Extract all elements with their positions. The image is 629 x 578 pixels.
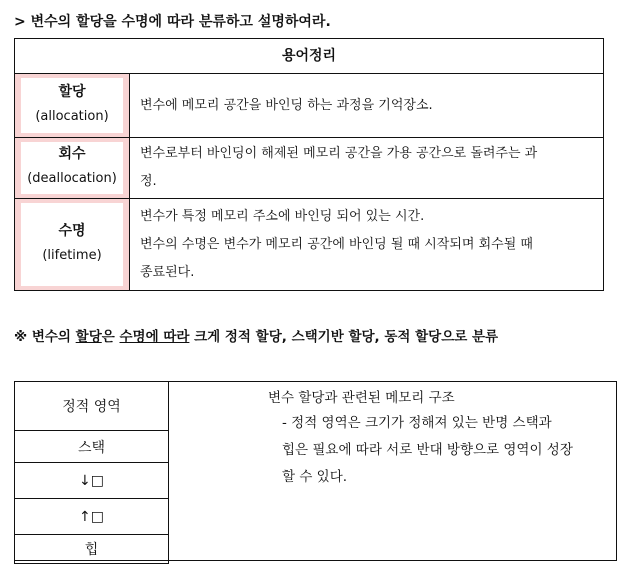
glossary-row-deallocation [15,137,603,198]
term-korean: 할당 [58,83,86,100]
memory-description-line: 힙은 필요에 따라 서로 반대 방향으로 영역이 성장 [282,442,573,458]
memory-description [268,386,613,491]
static-area-cell: 정적 영역 [62,399,121,415]
memory-description-bullet: - 정적 영역은 크기가 정해져 있는 반명 스택과 [282,415,552,431]
note-underline-lifetime: 수명에 따라 [119,329,190,345]
term-korean: 수명 [58,222,86,239]
memory-description-title: 변수 할당과 관련된 메모리 구조 [268,390,455,406]
note-rest: 크게 정적 할당, 스택기반 할당, 동적 할당으로 분류 [189,329,499,345]
glossary-table [14,38,604,291]
definition-line: 종료된다. [140,264,195,280]
term-english: (deallocation) [27,171,117,186]
term-english: (lifetime) [42,247,102,263]
term-cell [15,199,130,290]
note-prefix: ※ 변수의 [14,329,76,345]
definition-line: 변수에 메모리 공간을 바인딩 하는 과정을 기억장소. [140,97,433,113]
term-cell [15,138,130,198]
term-korean: 회수 [58,146,86,162]
definition-cell [130,74,603,137]
classification-note [14,325,498,345]
heap-cell: 힙 [15,534,168,563]
definition-cell [130,199,603,290]
question-heading: > 변수의 할당을 수명에 따라 분류하고 설명하여라. [14,14,331,30]
heap-growth-cell: ↑□ [15,498,168,534]
stack-growth-cell: ↓□ [15,462,168,498]
definition-line: 변수로부터 바인딩이 해제된 메모리 공간을 가용 공간으로 돌려주는 과 [140,146,538,161]
definition-cell [130,138,603,198]
definition-line: 변수의 수명은 변수가 메모리 공간에 바인딩 될 때 시작되며 회수될 때 [140,236,533,252]
glossary-title: 용어정리 [15,39,603,74]
glossary-row-lifetime [15,198,603,290]
stack-cell: 스택 [15,430,168,462]
definition-line: 변수가 특정 메모리 주소에 바인딩 되어 있는 시간. [140,208,425,224]
note-mid: 은 [101,329,120,345]
term-cell [15,74,130,137]
memory-description-line: 할 수 있다. [282,469,348,485]
memory-layout-table [14,381,169,564]
definition-line: 정. [140,174,157,189]
note-underline-allocation: 할당 [75,329,102,345]
glossary-row-allocation [15,74,603,137]
term-english: (allocation) [35,108,109,124]
